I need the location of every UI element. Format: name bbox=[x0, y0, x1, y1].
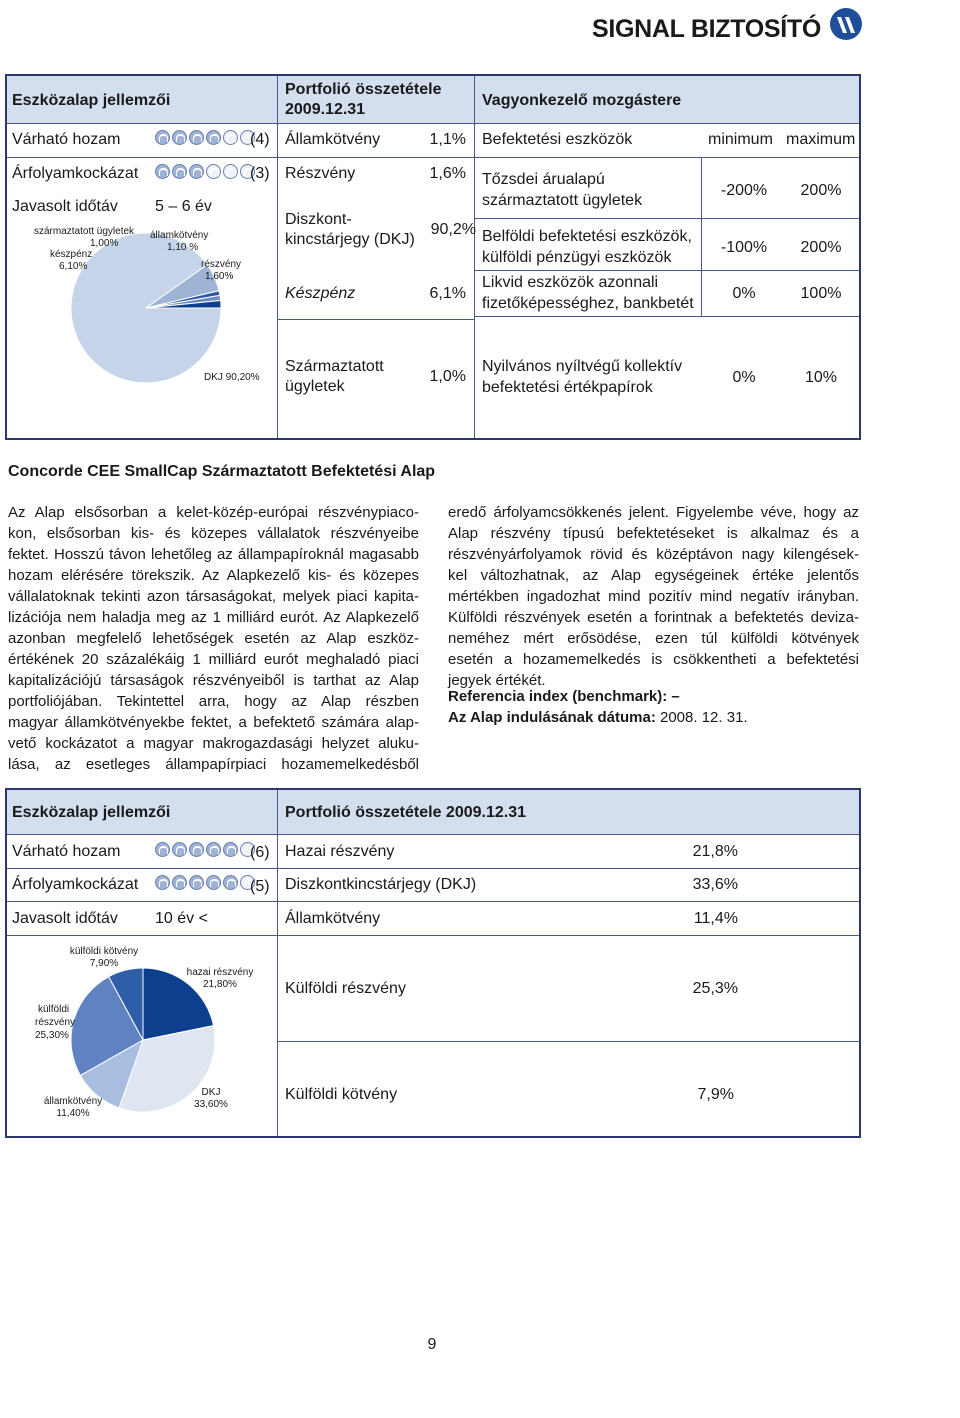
article-line: Az Alap elsősorban a kelet-közép-európai részvénypiaco- bbox=[8, 504, 419, 521]
article-line: lása, az esetleges állampapírpiaci hozamemelkedésből bbox=[8, 756, 419, 773]
fund2-horizon-value: 10 év < bbox=[155, 910, 208, 927]
rating-icon bbox=[206, 164, 221, 179]
rating-icon bbox=[189, 130, 204, 145]
article-line: Külföldi részvények esetén a forintnak a befektetés deviza- bbox=[448, 609, 859, 626]
mandate-row-min: -100% bbox=[720, 239, 768, 256]
rating-icon bbox=[206, 842, 221, 857]
fund1-risk-label: Árfolyamkockázat bbox=[12, 165, 139, 182]
mandate-row-label: Nyilvános nyíltvégű kollektív bbox=[482, 358, 683, 375]
mandate-row-label: Likvid eszközök azonnali bbox=[482, 274, 659, 291]
fund2-expected-return-icons bbox=[155, 842, 257, 862]
fund1-pie-label-bond: államkötvény bbox=[150, 230, 209, 241]
mandate-row-label: fizetőképességhez, bankbetét bbox=[482, 295, 694, 312]
page-number: 9 bbox=[427, 1336, 437, 1353]
fund2-portfolio-value: 25,3% bbox=[692, 980, 738, 997]
mandate-row-min: -200% bbox=[720, 182, 768, 199]
benchmark-label: Referencia index (benchmark): – bbox=[448, 688, 680, 705]
rating-icon bbox=[155, 842, 170, 857]
rating-icon bbox=[223, 875, 238, 890]
article-line: azonban megfelelő lehetőségek esetén az Alap eszköz- bbox=[8, 630, 419, 647]
fund1-horizon-value: 5 – 6 év bbox=[155, 198, 212, 215]
fund1-horizon-label: Javasolt időtáv bbox=[12, 198, 118, 215]
article-line: vállalatoknak tekinti azon társaságokat, melyek piaci kapita- bbox=[8, 588, 419, 605]
mandate-row-label: Belföldi befektetési eszközök, bbox=[482, 228, 692, 245]
mandate-row-label: származtatott ügyletek bbox=[482, 192, 643, 209]
fund2-pie-label-foreign-bond-value: 7,90% bbox=[89, 958, 119, 969]
fund2-portfolio-name: Államkötvény bbox=[285, 910, 381, 927]
fund1-portfolio-name: Diszkont- bbox=[285, 211, 352, 228]
fund2-risk-rating: (5) bbox=[250, 878, 270, 895]
mandate-header-label: Befektetési eszközök bbox=[482, 131, 633, 148]
article-right-column bbox=[448, 502, 859, 691]
fund1-pie-label-equity: részvény bbox=[201, 259, 242, 270]
fund1-portfolio-value: 90,2% bbox=[430, 221, 476, 238]
article-line: neméhez mért erősödése, ezen túl külföldi kötvények bbox=[448, 630, 859, 647]
mandate-row-max: 200% bbox=[800, 239, 842, 256]
fund2-portfolio-value: 7,9% bbox=[697, 1086, 734, 1103]
fund1-header-characteristics: Eszközalap jellemzői bbox=[12, 92, 171, 109]
fund2-pie-label-foreign-bond: külföldi kötvény bbox=[69, 946, 139, 957]
article-line: esetén a hozamemelkedés is csökkentheti a befektetési bbox=[448, 651, 859, 668]
fund2-portfolio-name: Diszkontkincstárjegy (DKJ) bbox=[285, 876, 477, 893]
fund1-risk-icons bbox=[155, 164, 257, 184]
article-line: mértékben ingadozhat mind pozitív mind negatív irányban. bbox=[448, 588, 859, 605]
article-line: fektet. Hosszú távon lehetőleg az állampapíroknál magasabb bbox=[8, 546, 419, 563]
article-line: kel változhatnak, az Alap egységeinek értéke jelentős bbox=[448, 567, 859, 584]
article-left-column bbox=[8, 502, 419, 775]
rating-icon bbox=[189, 164, 204, 179]
rating-icon bbox=[155, 130, 170, 145]
mandate-row-max: 10% bbox=[804, 369, 838, 386]
fund2-pie-label-foreign-equity: részvény bbox=[35, 1017, 76, 1028]
fund1-expected-return-icons bbox=[155, 130, 257, 150]
fund1-portfolio-value: 1,0% bbox=[429, 368, 466, 385]
fund1-portfolio-value: 1,1% bbox=[429, 131, 466, 148]
article-line: Alap részvény típusú befektetéseket is alkalmaz és a bbox=[448, 525, 859, 542]
fund2-risk-icons bbox=[155, 875, 257, 895]
fund2-pie-label-foreign-equity: külföldi bbox=[38, 1004, 70, 1015]
rating-icon bbox=[223, 164, 238, 179]
article-line: magyar államkötvényekbe fektet, a befektető számára alap- bbox=[8, 714, 419, 731]
fund1-pie-chart bbox=[70, 232, 222, 384]
fund1-expected-return-rating: (4) bbox=[250, 131, 270, 148]
fund2-horizon-label: Javasolt időtáv bbox=[12, 910, 118, 927]
fund1-pie-label-cash-value: 6,10% bbox=[59, 261, 88, 272]
fund2-header-characteristics: Eszközalap jellemzői bbox=[12, 804, 171, 821]
fund1-header-mandate: Vagyonkezelő mozgástere bbox=[482, 92, 682, 109]
article-line: értékének 20 százalékáig 1 milliárd eurót meghaladó piaci bbox=[8, 651, 419, 668]
fund1-portfolio-name: ügyletek bbox=[285, 378, 345, 395]
fund2-portfolio-name: Külföldi részvény bbox=[285, 980, 406, 997]
mandate-row-label: Tőzsdei árualapú bbox=[482, 171, 605, 188]
fund2-expected-return-rating: (6) bbox=[250, 844, 270, 861]
rating-icon bbox=[172, 842, 187, 857]
start-date bbox=[448, 707, 748, 728]
mandate-row-min: 0% bbox=[732, 285, 756, 302]
rating-icon bbox=[172, 164, 187, 179]
fund2-pie-label-gov-bond: államkötvény bbox=[43, 1096, 103, 1107]
fund1-pie-label-bond-value: 1,10 % bbox=[167, 242, 199, 253]
fund2-portfolio-value: 11,4% bbox=[693, 910, 738, 927]
rating-icon bbox=[206, 130, 221, 145]
article-line: eredő árfolyamcsökkenés jelent. Figyelembe véve, hogy az bbox=[448, 504, 859, 521]
brand-name: SIGNAL BIZTOSÍTÓ bbox=[592, 15, 822, 43]
start-date-label: Az Alap indulásának dátuma: bbox=[448, 709, 656, 726]
mandate-header-min: minimum bbox=[708, 131, 773, 148]
fund2-pie-label-gov-bond-value: 11,40% bbox=[56, 1108, 90, 1119]
brand-logo-icon bbox=[828, 6, 864, 42]
rating-icon bbox=[172, 875, 187, 890]
article-line: jegyek értékét. bbox=[448, 672, 546, 689]
article-line: vető kockázatot a magyar makrogazdasági helyzet aluku- bbox=[8, 735, 419, 752]
fund2-risk-label: Árfolyamkockázat bbox=[12, 876, 139, 893]
rating-icon bbox=[189, 842, 204, 857]
article-line: portfoliójában. Tekintettel arra, hogy az Alap részben bbox=[8, 693, 419, 710]
fund2-pie-label-domestic-equity: hazai részvény bbox=[186, 967, 254, 978]
article-line: kapitalizációjú társaságok részvényeiből is tarthat az Alap bbox=[8, 672, 419, 689]
fund1-pie-label-derivatives: származtatott ügyletek bbox=[34, 226, 135, 237]
fund1-portfolio-value: 6,1% bbox=[429, 285, 466, 302]
mandate-header-max: maximum bbox=[786, 131, 856, 148]
fund1-header-portfolio: Portfolió összetétele 2009.12.31 bbox=[285, 81, 442, 118]
fund1-portfolio-name: Államkötvény bbox=[285, 131, 381, 148]
fund1-pie-label-derivatives-value: 1,00% bbox=[90, 238, 119, 249]
fund2-portfolio-name: Külföldi kötvény bbox=[285, 1086, 398, 1103]
mandate-row-min: 0% bbox=[732, 369, 756, 386]
article-line: lizációja nem haladja meg az 1 milliárd eurót. Az Alapkezelő bbox=[8, 609, 419, 626]
fund2-pie-label-dkj-value: 33,60% bbox=[194, 1099, 228, 1110]
fund1-portfolio-value: 1,6% bbox=[429, 165, 466, 182]
mandate-row-label: befektetési értékpapírok bbox=[482, 379, 653, 396]
rating-icon bbox=[223, 130, 238, 145]
fund2-expected-return-label: Várható hozam bbox=[12, 843, 121, 860]
article-line: hozam elérésére törekszik. Az Alapkezelő kis- és közepes bbox=[8, 567, 419, 584]
fund1-portfolio-name: Készpénz bbox=[285, 285, 356, 302]
fund2-portfolio-value: 33,6% bbox=[692, 876, 738, 893]
article-line: kon, elsősorban kis- és közepes vállalatok részvényeibe bbox=[8, 525, 419, 542]
fund2-portfolio-name: Hazai részvény bbox=[285, 843, 395, 860]
fund1-pie-label-dkj: DKJ 90,20% bbox=[204, 372, 260, 383]
mandate-row-label: külföldi pénzügyi eszközök bbox=[482, 249, 672, 266]
fund1-portfolio-name: kincstárjegy (DKJ) bbox=[285, 231, 415, 248]
fund2-portfolio-value: 21,8% bbox=[692, 843, 738, 860]
article-line: részvényárfolyamok rövid és középtávon nagy kilengések- bbox=[448, 546, 859, 563]
fund1-risk-rating: (3) bbox=[250, 165, 270, 182]
article-title: Concorde CEE SmallCap Származtatott Befektetési Alap bbox=[8, 463, 436, 480]
fund2-pie-label-dkj: DKJ bbox=[201, 1087, 221, 1098]
fund1-portfolio-name: Részvény bbox=[285, 165, 356, 182]
fund1-expected-return-label: Várható hozam bbox=[12, 131, 121, 148]
start-date-value: 2008. 12. 31. bbox=[660, 709, 748, 726]
rating-icon bbox=[172, 130, 187, 145]
mandate-row-max: 200% bbox=[800, 182, 842, 199]
fund2-header-portfolio: Portfolió összetétele 2009.12.31 bbox=[285, 804, 526, 821]
fund1-pie-label-equity-value: 1,60% bbox=[205, 271, 234, 282]
fund1-pie-label-cash: készpénz bbox=[50, 249, 93, 260]
fund2-pie-label-domestic-equity-value: 21,80% bbox=[203, 979, 237, 990]
rating-icon bbox=[223, 842, 238, 857]
rating-icon bbox=[189, 875, 204, 890]
mandate-row-max: 100% bbox=[800, 285, 842, 302]
rating-icon bbox=[155, 875, 170, 890]
rating-icon bbox=[155, 164, 170, 179]
fund1-portfolio-name: Származtatott bbox=[285, 358, 384, 375]
fund2-pie-label-foreign-equity-value: 25,30% bbox=[35, 1030, 69, 1041]
rating-icon bbox=[206, 875, 221, 890]
